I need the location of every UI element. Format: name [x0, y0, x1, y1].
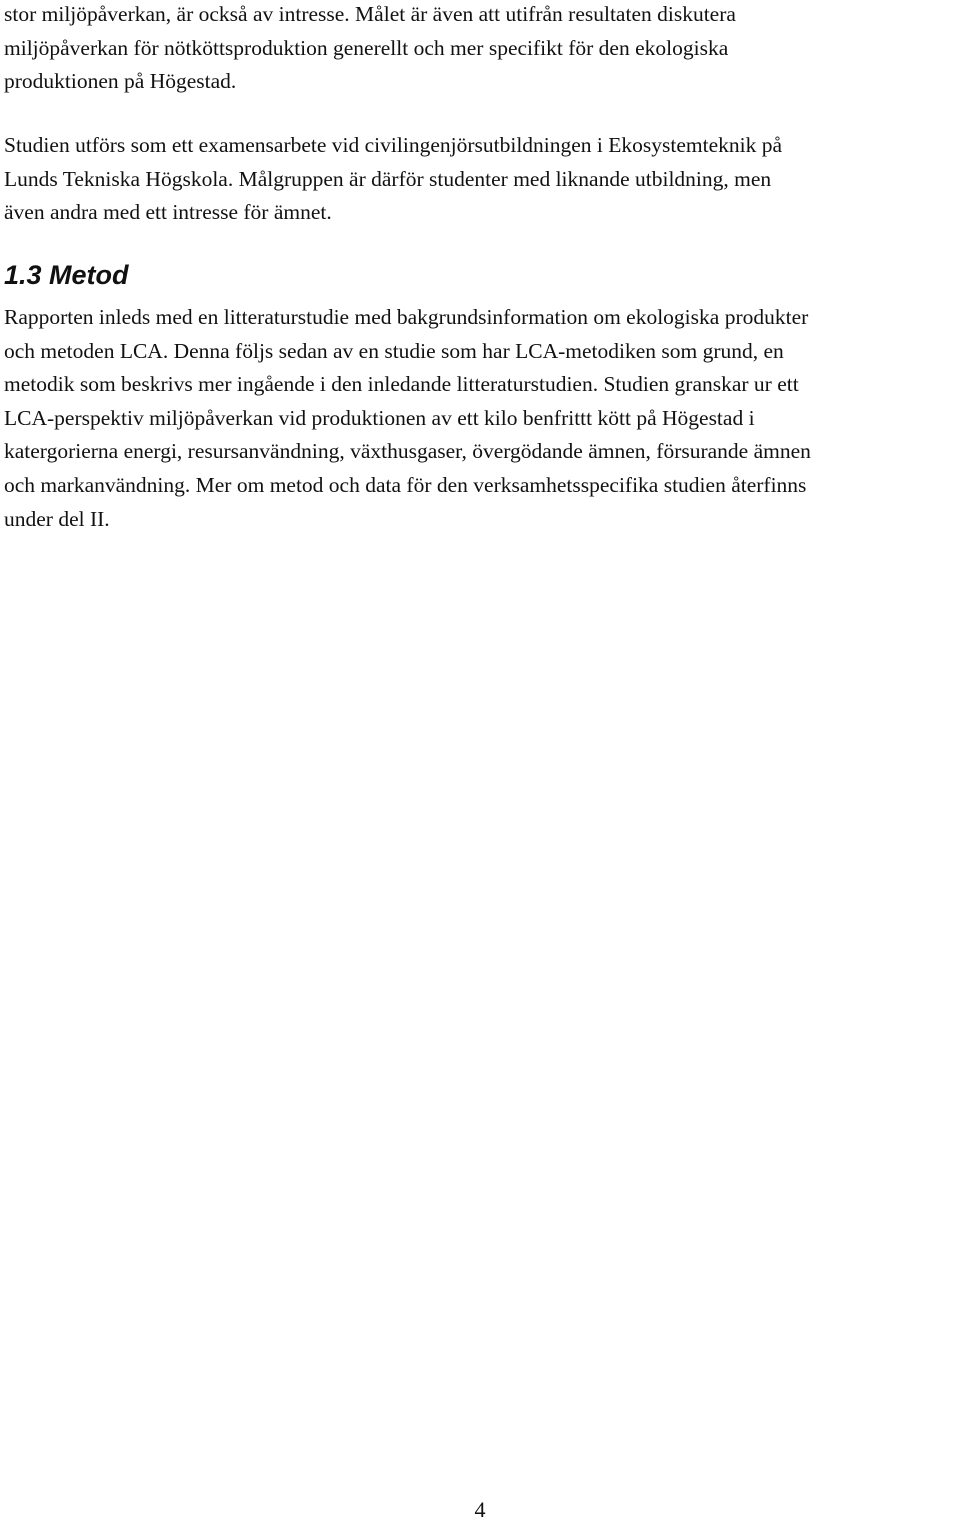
method-paragraph: [4, 301, 956, 536]
text-line: även andra med ett intresse för ämnet.: [4, 200, 332, 224]
text-line: miljöpåverkan för nötköttsproduktion generellt och mer specifikt för den ekologiska: [4, 35, 729, 60]
text-line: och metoden LCA. Denna följs sedan av en studie som har LCA-metodiken som grund, en: [4, 338, 784, 363]
text-line: Rapporten inleds med en litteraturstudie med bakgrundsinformation om ekologiska produkter: [4, 305, 809, 329]
text-line: under del II.: [4, 506, 110, 531]
page-number: 4: [474, 1497, 486, 1522]
text-line: stor miljöpåverkan, är också av intresse. Målet är även att utifrån resultaten diskutera: [4, 2, 736, 26]
text-line: katergorierna energi, resursanvändning, växthusgaser, övergödande ämnen, försurande ämnen: [4, 439, 811, 464]
intro-paragraph-aims: [4, 0, 956, 99]
section-heading-metod: 1.3 Metod: [4, 260, 129, 290]
text-line: metodik som beskrivs mer ingående i den inledande litteraturstudien. Studien granskar ur ett: [4, 372, 799, 397]
text-line: Studien utförs som ett examensarbete vid civilingenjörsutbildningen i Ekosystemteknik på: [4, 133, 783, 157]
text-line: LCA-perspektiv miljöpåverkan vid produktionen av ett kilo benfrittt kött på Högestad i: [4, 405, 755, 430]
text-line: och markanvändning. Mer om metod och data för den verksamhetsspecifika studien återfinns: [4, 472, 807, 497]
text-line: produktionen på Högestad.: [4, 69, 237, 93]
text-line: Lunds Tekniska Högskola. Målgruppen är därför studenter med liknande utbildning, men: [4, 166, 772, 191]
intro-paragraph-audience: [4, 129, 956, 230]
